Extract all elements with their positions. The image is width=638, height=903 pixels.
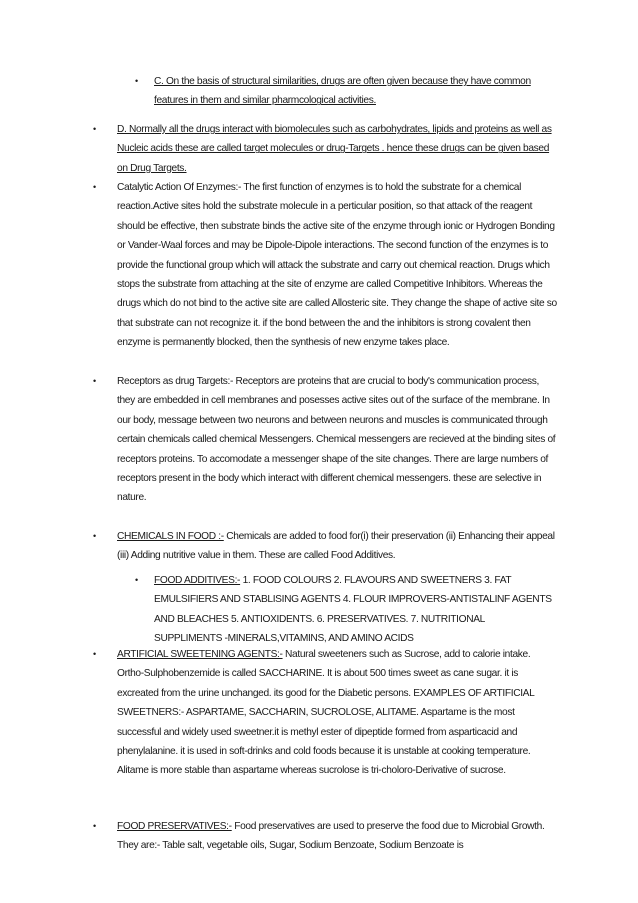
- item-body-text: Chemicals are added to food for(i) their preservation (ii) Enhancing their appeal (iii) Adding nutritive value in them. These are called Food Additives.: [117, 531, 555, 562]
- bullet-food-preservatives: [93, 817, 557, 856]
- item-lead-text: ARTIFICIAL SWEETENING AGENTS:-: [117, 649, 283, 660]
- bullet-chemicals-in-food: [93, 527, 557, 566]
- item-lead-text: C. On the basis of structural similarities, drugs are often given because they have common features in them and similar pharmcological activities.: [154, 76, 531, 107]
- bullet-marker: •: [93, 124, 96, 134]
- bullet-marker: •: [93, 182, 96, 192]
- item-body-text: Natural sweeteners such as Sucrose, add to calorie intake. Ortho-Sulphobenzemide is called SACCHARINE. It is about 500 times sweet as cane sugar. it is excreated from the urine unchanged. its good for the Diabetic persons. EXAMPLES OF ARTIFICIAL SWEETNERS:- ASPARTAME, SACCHARIN, SUCROLOSE, ALITAME. Aspartame is the most successful and widely used sweetner.it is methyl ester of dipeptide formed from asparticacid and phenylalanine. it is used in soft-drinks and cold foods because it is unstable at cooking temperature. Alitame is more stable than aspartame whereas sucrolose is tri-choloro-Derivative of sucrose.: [117, 649, 535, 777]
- item-body-text: Receptors as drug Targets:- Receptors are proteins that are crucial to body's communication process, they are embedded in cell membranes and posesses active sites out of the surface of the membrane. In our body, message between two neurons and between neurons and muscles is communicated through certain chemicals called chemical Messengers. Chemical messengers are recieved at the binding sites of receptors proteins. To accomodate a messenger shape of the site changes. There are large numbers of receptors present in the body which interact with different chemical messengers. these are selective in nature.: [117, 376, 556, 504]
- bullet-catalytic-action: [93, 178, 557, 353]
- item-lead-text: D. Normally all the drugs interact with biomolecules such as carbohydrates, lipids and proteins as well as Nucleic acids these are called target molecules or drug-Targets . hence these drugs can be given based on Drug Targets.: [117, 124, 552, 174]
- item-body-text: 1. FOOD COLOURS 2. FLAVOURS AND SWEETNERS 3. FAT EMULSIFIERS AND STABLISING AGENTS 4. FLOUR IMPROVERS-ANTISTALINF AGENTS AND BLEACHES 5. ANTIOXIDENTS. 6. PRESERVATIVES. 7. NUTRITIONAL SUPPLIMENTS -MINERALS,VITAMINS, AND AMINO ACIDS: [154, 575, 552, 645]
- item-lead-text: FOOD ADDITIVES:-: [154, 575, 241, 586]
- bullet-structural-similarities: [135, 72, 554, 111]
- item-lead-text: FOOD PRESERVATIVES:-: [117, 821, 232, 832]
- bullet-marker: •: [93, 649, 96, 659]
- bullet-marker: •: [93, 821, 96, 831]
- item-lead-text: CHEMICALS IN FOOD :-: [117, 531, 224, 542]
- bullet-marker: •: [135, 76, 138, 86]
- bullet-receptors: [93, 372, 557, 508]
- bullet-food-additives: [135, 571, 554, 649]
- item-body-text: Food preservatives are used to preserve the food due to Microbial Growth. They are:- Table salt, vegetable oils, Sugar, Sodium Benzoate, Sodium Benzoate is: [117, 821, 545, 852]
- bullet-marker: •: [135, 575, 138, 585]
- bullet-marker: •: [93, 376, 96, 386]
- item-body-text: Catalytic Action Of Enzymes:- The first function of enzymes is to hold the substrate for a chemical reaction.Active sites hold the substrate molecule in a perticular position, so that attack of the reagent should be effective, then substrate binds the active site of the enzyme through ionic or Hydrogen Bonding or Vander-Waal forces and may be Dipole-Dipole interactions. The second function of the enzymes is to provide the functional group which will attack the substrate and carry out chemical reaction. Drugs which stops the substrate from attaching at the site of enzyme are called Competitive Inhibitors. Whereas the drugs which do not bind to the active site are called Allosteric site. They change the shape of active site so that substrate can not recognize it. if the bond between the and the inhibitors is strong covalent then enzyme is permanently blocked, then the synthesis of new enzyme takes place.: [117, 182, 557, 349]
- bullet-drug-targets: [93, 120, 557, 178]
- bullet-artificial-sweeteners: [93, 645, 557, 781]
- bullet-marker: •: [93, 531, 96, 541]
